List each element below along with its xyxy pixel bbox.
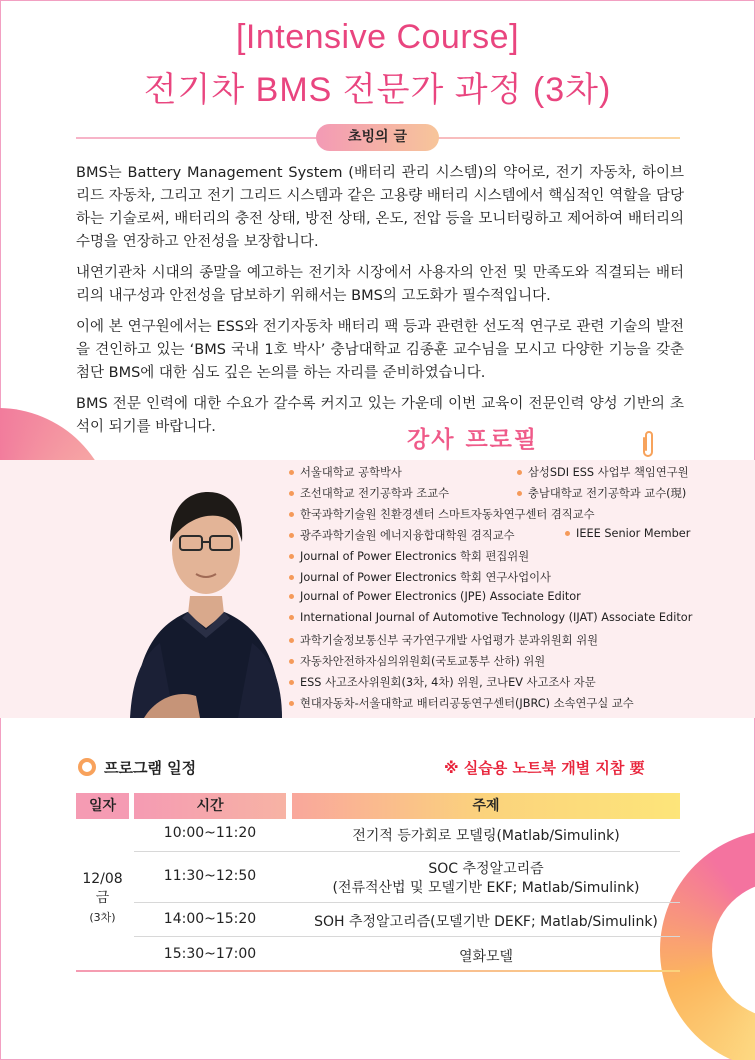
session-date [76, 870, 129, 927]
bullet-icon [289, 491, 294, 496]
profile-item: Journal of Power Electronics 학회 연구사업이사 [289, 569, 551, 587]
profile-item: Journal of Power Electronics 학회 편집위원 [289, 548, 529, 566]
profile-item: 한국과학기술원 친환경센터 스마트자동차연구센터 겸직교수 [289, 506, 595, 524]
bullet-icon [289, 533, 294, 538]
page-title: 전기차 BMS 전문가 과정 (3차) [143, 71, 612, 109]
profile-item: 광주과학기술원 에너지융합대학원 겸직교수 [289, 527, 515, 545]
profile-item: 서울대학교 공학박사 [289, 464, 402, 482]
table-bottom-border [76, 970, 680, 972]
row-topic: 전기적 등가회로 모델링(Matlab/Simulink) [352, 828, 620, 844]
row-time: 10:00~11:20 [163, 825, 257, 841]
row-divider [134, 902, 680, 903]
bullet-icon [517, 470, 522, 475]
profile-title: 강사 프로필 [407, 427, 539, 453]
header-time: 시간 [134, 793, 286, 819]
bullet-icon [289, 512, 294, 517]
profile-item: International Journal of Automotive Technology (IJAT) Associate Editor [289, 611, 692, 629]
invitation-paragraph: 이에 본 연구원에서는 ESS와 전기자동차 배터리 팩 등과 관련한 선도적 연구로 관련 기술의 발전을 견인하고 있는 ‘BMS 국내 1호 박사’ 충남대학교 김종훈 교수님을 모시고 다양한 기능을 갖춘 첨단 BMS에 대한 심도 깊은 논의를 하는 자리를 준비하였습니다. [76, 319, 684, 381]
invitation-paragraph: BMS 전문 인력에 대한 수요가 갈수록 커지고 있는 가운데 이번 교육이 전문인력 양성 기반의 초석이 되기를 바랍니다. [76, 396, 684, 435]
bullet-icon [289, 659, 294, 664]
bullet-icon [289, 575, 294, 580]
profile-item: 삼성SDI ESS 사업부 책임연구원 [517, 464, 689, 482]
instructor-photo [126, 478, 286, 718]
bullet-icon [517, 491, 522, 496]
bullet-icon [289, 470, 294, 475]
bullet-icon [565, 531, 570, 536]
bullet-icon [289, 594, 294, 599]
schedule-title: 프로그램 일정 [104, 759, 197, 777]
profile-item: 충남대학교 전기공학과 교수(現) [517, 485, 686, 503]
weekday: 금 [95, 890, 110, 906]
profile-item: ESS 사고조사위원회(3차, 4차) 위원, 코나EV 사고조사 자문 [289, 674, 596, 692]
header-topic: 주제 [292, 793, 680, 819]
row-time: 11:30~12:50 [163, 868, 257, 884]
row-topic: SOH 추정알고리즘(모델기반 DEKF; Matlab/Simulink) [314, 914, 658, 930]
bullet-icon [289, 680, 294, 685]
invitation-paragraph: BMS는 Battery Management System (배터리 관리 시스템)의 약어로, 전기 자동차, 하이브리드 자동차, 그리고 전기 그리드 시스템과 같은 고용량 배터리 시스템에서 핵심적인 역할을 담당하는 기술로써, 배터리의 충전 상태, 방전 상태, 온도, 전압 등을 모니터링하고 제어하여 배터리의 수명을 연장하고 안전성을 보장합니다. [76, 165, 684, 250]
row-divider [134, 936, 680, 937]
bullet-icon [289, 701, 294, 706]
header-day: 일자 [76, 793, 129, 819]
invitation-body [76, 162, 684, 447]
row-topic: SOC 추정알고리즘 [428, 861, 544, 877]
row-time: 14:00~15:20 [163, 911, 257, 927]
profile-item: Journal of Power Electronics (JPE) Associate Editor [289, 590, 581, 608]
invitation-label: 초빙의 글 [316, 124, 439, 151]
session-round: (3차) [89, 911, 116, 924]
profile-item: 조선대학교 전기공학과 조교수 [289, 485, 449, 503]
bullet-icon [289, 638, 294, 643]
invitation-paragraph: 내연기관차 시대의 종말을 예고하는 전기차 시장에서 사용자의 안전 및 만족도와 직결되는 배터리의 내구성과 안전성을 담보하기 위해서는 BMS의 고도화가 필수적입니다. [76, 265, 684, 304]
date-value: 12/08 [82, 871, 123, 887]
profile-item: IEEE Senior Member [565, 527, 690, 545]
profile-item: 과학기술정보통신부 국가연구개발 사업평가 분과위원회 위원 [289, 632, 598, 650]
bullet-icon [289, 554, 294, 559]
profile-item: 자동차안전하자심의위원회(국토교통부 산하) 위원 [289, 653, 545, 671]
paperclip-icon [640, 428, 656, 460]
bullet-icon [289, 615, 294, 620]
row-time: 15:30~17:00 [163, 946, 257, 962]
row-divider [134, 851, 680, 852]
row-topic: 열화모델 [458, 949, 514, 965]
laptop-notice: ※ 실습용 노트북 개별 지참 要 [444, 759, 645, 777]
profile-item: 현대자동차-서울대학교 배터리공동연구센터(JBRC) 소속연구실 교수 [289, 695, 634, 713]
course-label: [Intensive Course] [235, 18, 520, 56]
ring-bullet-icon [78, 758, 96, 776]
row-topic-detail: (전류적산법 및 모델기반 EKF; Matlab/Simulink) [332, 880, 640, 896]
